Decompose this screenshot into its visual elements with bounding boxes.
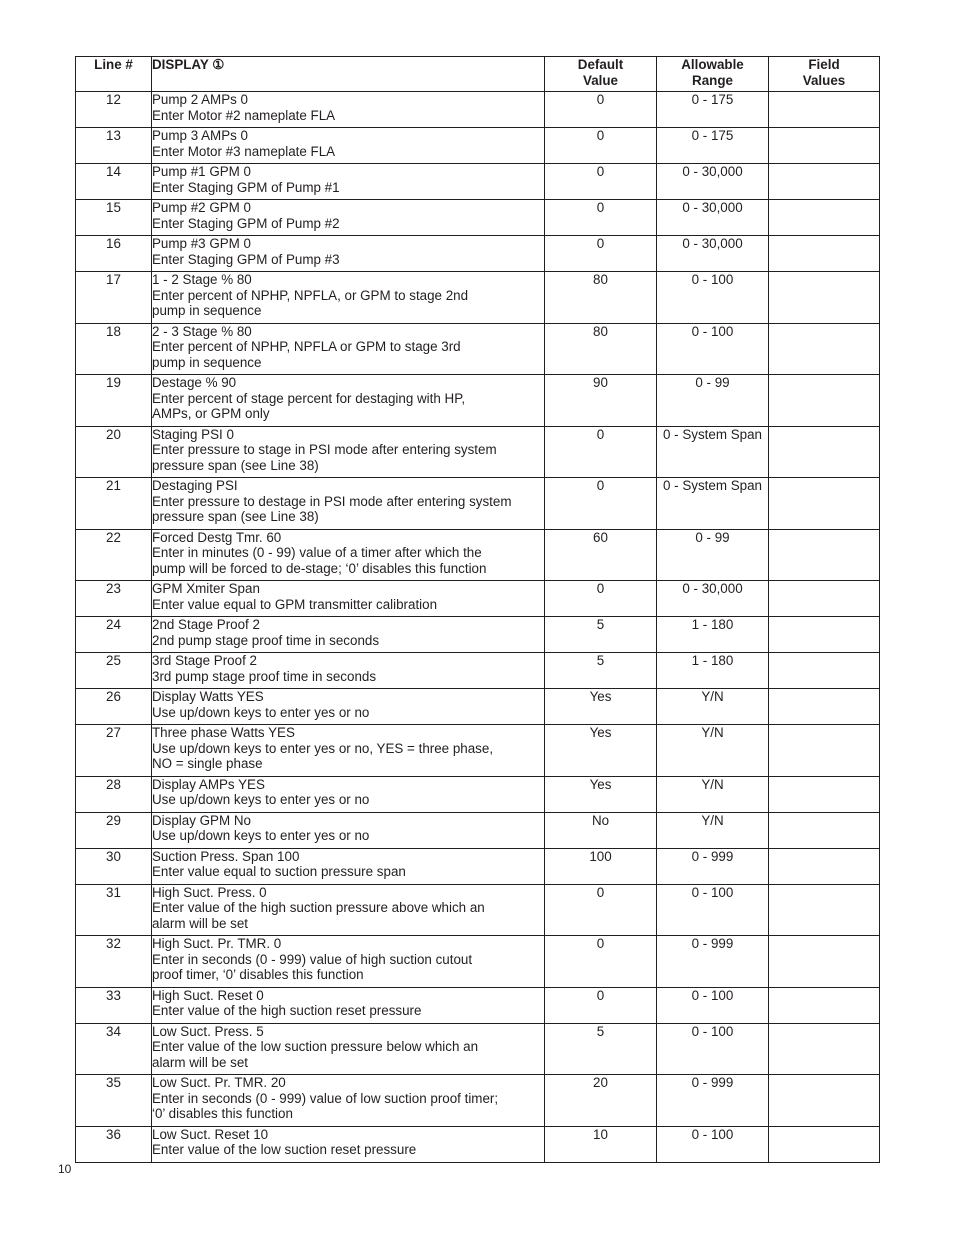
field-values-cell[interactable]: [769, 272, 880, 324]
display-title: Low Suct. Reset 10: [152, 1126, 269, 1142]
display-description: Enter pressure to destage in PSI mode after entering system: [152, 493, 512, 509]
display-description: Use up/down keys to enter yes or no: [152, 828, 370, 844]
allowable-range-cell: 0 - 30,000: [657, 236, 769, 272]
line-number-cell: 32: [76, 936, 152, 988]
display-description: Enter Staging GPM of Pump #2: [152, 215, 340, 231]
display-cell: [152, 375, 545, 427]
default-value-cell: Yes: [545, 725, 657, 777]
default-value-cell: 0: [545, 200, 657, 236]
field-values-cell[interactable]: [769, 426, 880, 478]
display-title: Suction Press. Span 100: [152, 848, 300, 864]
allowable-range-cell: 0 - 100: [657, 272, 769, 324]
line-number-cell: 24: [76, 617, 152, 653]
allowable-range-cell: Y/N: [657, 725, 769, 777]
line-number-cell: 36: [76, 1126, 152, 1162]
display-title: 2 - 3 Stage % 80: [152, 323, 252, 339]
field-values-cell[interactable]: [769, 1023, 880, 1075]
line-number-cell: 20: [76, 426, 152, 478]
field-values-cell[interactable]: [769, 987, 880, 1023]
default-value-cell: 5: [545, 1023, 657, 1075]
display-cell: [152, 653, 545, 689]
display-description: Enter percent of stage percent for destaging with HP,: [152, 390, 466, 406]
default-value-cell: 0: [545, 164, 657, 200]
display-title: High Suct. Reset 0: [152, 987, 264, 1003]
display-description: Enter Motor #2 nameplate FLA: [152, 107, 336, 123]
display-description: proof timer, ‘0’ disables this function: [152, 967, 364, 983]
header-row: [76, 57, 880, 92]
field-values-cell[interactable]: [769, 689, 880, 725]
display-cell: [152, 478, 545, 530]
table-row: [76, 529, 880, 581]
display-description: Enter in minutes (0 - 99) value of a timer after which the: [152, 545, 482, 561]
page-number: 10: [58, 1162, 72, 1176]
display-title: 3rd Stage Proof 2: [152, 653, 257, 668]
table-row: [76, 848, 880, 884]
field-values-cell[interactable]: [769, 92, 880, 128]
default-value-cell: 0: [545, 92, 657, 128]
display-title: Display GPM No: [152, 812, 251, 828]
table-row: [76, 478, 880, 530]
display-description: Use up/down keys to enter yes or no: [152, 792, 370, 808]
display-description: Enter value of the high suction reset pressure: [152, 1003, 422, 1019]
allowable-range-cell: Y/N: [657, 776, 769, 812]
display-cell: [152, 812, 545, 848]
display-title: High Suct. Pr. TMR. 0: [152, 936, 282, 951]
display-title: Forced Destg Tmr. 60: [152, 529, 282, 545]
table-row: [76, 1126, 880, 1162]
line-number-cell: 15: [76, 200, 152, 236]
line-number-cell: 27: [76, 725, 152, 777]
table-row: [76, 987, 880, 1023]
allowable-range-cell: 0 - 100: [657, 323, 769, 375]
display-description: Enter Motor #3 nameplate FLA: [152, 143, 336, 159]
line-number-cell: 25: [76, 653, 152, 689]
table-header: [76, 57, 880, 92]
allowable-range-cell: 0 - 999: [657, 936, 769, 988]
allowable-range-cell: 0 - 30,000: [657, 200, 769, 236]
field-values-cell[interactable]: [769, 200, 880, 236]
display-title: Low Suct. Pr. TMR. 20: [152, 1075, 286, 1090]
display-description: Use up/down keys to enter yes or no, YES = three phase,: [152, 740, 494, 756]
display-description: alarm will be set: [152, 915, 248, 931]
display-description: 2nd pump stage proof time in seconds: [152, 632, 380, 648]
allowable-range-cell: 0 - 30,000: [657, 164, 769, 200]
default-value-cell: 90: [545, 375, 657, 427]
line-number-cell: 12: [76, 92, 152, 128]
display-description: 3rd pump stage proof time in seconds: [152, 668, 377, 684]
display-title: Low Suct. Press. 5: [152, 1023, 264, 1039]
display-cell: [152, 236, 545, 272]
display-title: High Suct. Press. 0: [152, 884, 267, 900]
display-title: Display Watts YES: [152, 689, 264, 704]
line-number-cell: 31: [76, 884, 152, 936]
table-row: [76, 128, 880, 164]
field-values-cell[interactable]: [769, 164, 880, 200]
allowable-range-cell: 1 - 180: [657, 617, 769, 653]
header-field-values: Field Values: [769, 57, 880, 92]
display-description: Enter percent of NPHP, NPFLA or GPM to stage 3rd: [152, 339, 461, 355]
display-cell: [152, 936, 545, 988]
display-description: pressure span (see Line 38): [152, 509, 319, 525]
field-values-cell[interactable]: [769, 1126, 880, 1162]
default-value-cell: Yes: [545, 776, 657, 812]
display-cell: [152, 128, 545, 164]
table-body: [76, 92, 880, 1163]
line-number-cell: 23: [76, 581, 152, 617]
default-value-cell: 80: [545, 323, 657, 375]
allowable-range-cell: Y/N: [657, 689, 769, 725]
display-cell: [152, 848, 545, 884]
line-number-cell: 18: [76, 323, 152, 375]
display-cell: [152, 987, 545, 1023]
display-title: Pump 3 AMPs 0: [152, 128, 249, 143]
line-number-cell: 34: [76, 1023, 152, 1075]
default-value-cell: 0: [545, 581, 657, 617]
table-row: [76, 776, 880, 812]
table-row: [76, 689, 880, 725]
default-value-cell: 0: [545, 128, 657, 164]
default-value-cell: 0: [545, 936, 657, 988]
display-cell: [152, 164, 545, 200]
field-values-cell[interactable]: [769, 323, 880, 375]
header-allowable-range: Allowable Range: [657, 57, 769, 92]
display-description: pump in sequence: [152, 354, 262, 370]
field-values-cell[interactable]: [769, 848, 880, 884]
line-number-cell: 19: [76, 375, 152, 427]
table-row: [76, 426, 880, 478]
line-number-cell: 22: [76, 529, 152, 581]
table-row: [76, 812, 880, 848]
table-row: [76, 1023, 880, 1075]
field-values-cell[interactable]: [769, 936, 880, 988]
allowable-range-cell: 0 - System Span: [657, 478, 769, 530]
table-row: [76, 725, 880, 777]
default-value-cell: 60: [545, 529, 657, 581]
table-row: [76, 653, 880, 689]
display-cell: [152, 617, 545, 653]
allowable-range-cell: 1 - 180: [657, 653, 769, 689]
display-cell: [152, 581, 545, 617]
field-values-cell[interactable]: [769, 653, 880, 689]
display-description: Enter Staging GPM of Pump #1: [152, 179, 340, 195]
table-row: [76, 164, 880, 200]
display-description: Enter in seconds (0 - 999) value of low suction proof timer;: [152, 1090, 499, 1106]
field-values-cell[interactable]: [769, 529, 880, 581]
display-title: Pump #1 GPM 0: [152, 164, 251, 179]
display-description: pump will be forced to de-stage; ‘0’ disables this function: [152, 560, 487, 576]
line-number-cell: 21: [76, 478, 152, 530]
display-cell: [152, 200, 545, 236]
line-number-cell: 29: [76, 812, 152, 848]
display-description: pump in sequence: [152, 303, 262, 319]
display-description: AMPs, or GPM only: [152, 406, 270, 422]
display-title: Destaging PSI: [152, 478, 238, 493]
field-values-cell[interactable]: [769, 884, 880, 936]
field-values-cell[interactable]: [769, 128, 880, 164]
display-cell: [152, 725, 545, 777]
table-row: [76, 884, 880, 936]
table-row: [76, 617, 880, 653]
display-description: Enter value equal to GPM transmitter calibration: [152, 596, 438, 612]
display-cell: [152, 272, 545, 324]
allowable-range-cell: 0 - 100: [657, 884, 769, 936]
display-description: Enter in seconds (0 - 999) value of high suction cutout: [152, 951, 473, 967]
field-values-cell[interactable]: [769, 1075, 880, 1127]
line-number-cell: 13: [76, 128, 152, 164]
field-values-cell[interactable]: [769, 375, 880, 427]
display-cell: [152, 323, 545, 375]
field-values-cell[interactable]: [769, 725, 880, 777]
parameter-table: [75, 56, 880, 1163]
table-row: [76, 375, 880, 427]
field-values-cell[interactable]: [769, 478, 880, 530]
default-value-cell: 0: [545, 236, 657, 272]
table-row: [76, 200, 880, 236]
display-title: Pump 2 AMPs 0: [152, 92, 249, 107]
default-value-cell: No: [545, 812, 657, 848]
display-title: Display AMPs YES: [152, 776, 265, 792]
display-cell: [152, 92, 545, 128]
allowable-range-cell: 0 - System Span: [657, 426, 769, 478]
field-values-cell[interactable]: [769, 812, 880, 848]
field-values-cell[interactable]: [769, 617, 880, 653]
default-value-cell: 10: [545, 1126, 657, 1162]
allowable-range-cell: 0 - 99: [657, 529, 769, 581]
line-number-cell: 35: [76, 1075, 152, 1127]
table-row: [76, 236, 880, 272]
allowable-range-cell: 0 - 999: [657, 1075, 769, 1127]
display-description: Enter value of the low suction reset pressure: [152, 1142, 417, 1158]
header-line-number: Line #: [76, 57, 152, 92]
display-title: Pump #2 GPM 0: [152, 200, 251, 215]
display-title: 1 - 2 Stage % 80: [152, 272, 252, 287]
display-description: ‘0’ disables this function: [152, 1106, 293, 1122]
allowable-range-cell: 0 - 999: [657, 848, 769, 884]
display-description: Enter value equal to suction pressure span: [152, 864, 406, 880]
line-number-cell: 14: [76, 164, 152, 200]
display-title: Pump #3 GPM 0: [152, 236, 251, 251]
table-row: [76, 1075, 880, 1127]
allowable-range-cell: 0 - 175: [657, 92, 769, 128]
display-title: 2nd Stage Proof 2: [152, 617, 260, 632]
field-values-cell[interactable]: [769, 236, 880, 272]
display-description: NO = single phase: [152, 756, 263, 772]
display-cell: [152, 776, 545, 812]
table-row: [76, 581, 880, 617]
default-value-cell: 0: [545, 478, 657, 530]
header-display: DISPLAY ①: [152, 57, 545, 92]
default-value-cell: Yes: [545, 689, 657, 725]
display-cell: [152, 1075, 545, 1127]
display-cell: [152, 1126, 545, 1162]
display-description: Enter pressure to stage in PSI mode after entering system: [152, 442, 497, 458]
display-cell: [152, 689, 545, 725]
display-title: Three phase Watts YES: [152, 725, 295, 740]
table-row: [76, 323, 880, 375]
display-description: Use up/down keys to enter yes or no: [152, 704, 370, 720]
display-description: alarm will be set: [152, 1054, 248, 1070]
line-number-cell: 33: [76, 987, 152, 1023]
display-title: Staging PSI 0: [152, 426, 234, 442]
line-number-cell: 28: [76, 776, 152, 812]
allowable-range-cell: 0 - 100: [657, 1126, 769, 1162]
default-value-cell: 0: [545, 987, 657, 1023]
default-value-cell: 20: [545, 1075, 657, 1127]
display-cell: [152, 884, 545, 936]
table-row: [76, 272, 880, 324]
table-row: [76, 936, 880, 988]
header-default-value: Default Value: [545, 57, 657, 92]
allowable-range-cell: 0 - 30,000: [657, 581, 769, 617]
allowable-range-cell: 0 - 100: [657, 1023, 769, 1075]
allowable-range-cell: 0 - 100: [657, 987, 769, 1023]
allowable-range-cell: 0 - 99: [657, 375, 769, 427]
display-cell: [152, 1023, 545, 1075]
display-description: Enter value of the high suction pressure above which an: [152, 900, 485, 916]
display-cell: [152, 426, 545, 478]
display-cell: [152, 529, 545, 581]
field-values-cell[interactable]: [769, 776, 880, 812]
default-value-cell: 5: [545, 653, 657, 689]
allowable-range-cell: 0 - 175: [657, 128, 769, 164]
table-row: [76, 92, 880, 128]
line-number-cell: 17: [76, 272, 152, 324]
default-value-cell: 5: [545, 617, 657, 653]
line-number-cell: 16: [76, 236, 152, 272]
allowable-range-cell: Y/N: [657, 812, 769, 848]
default-value-cell: 80: [545, 272, 657, 324]
line-number-cell: 26: [76, 689, 152, 725]
display-description: Enter value of the low suction pressure below which an: [152, 1039, 479, 1055]
default-value-cell: 0: [545, 884, 657, 936]
display-description: pressure span (see Line 38): [152, 457, 319, 473]
display-description: Enter percent of NPHP, NPFLA, or GPM to stage 2nd: [152, 287, 469, 303]
display-title: Destage % 90: [152, 375, 237, 390]
display-description: Enter Staging GPM of Pump #3: [152, 251, 340, 267]
line-number-cell: 30: [76, 848, 152, 884]
default-value-cell: 100: [545, 848, 657, 884]
field-values-cell[interactable]: [769, 581, 880, 617]
display-title: GPM Xmiter Span: [152, 581, 260, 596]
default-value-cell: 0: [545, 426, 657, 478]
